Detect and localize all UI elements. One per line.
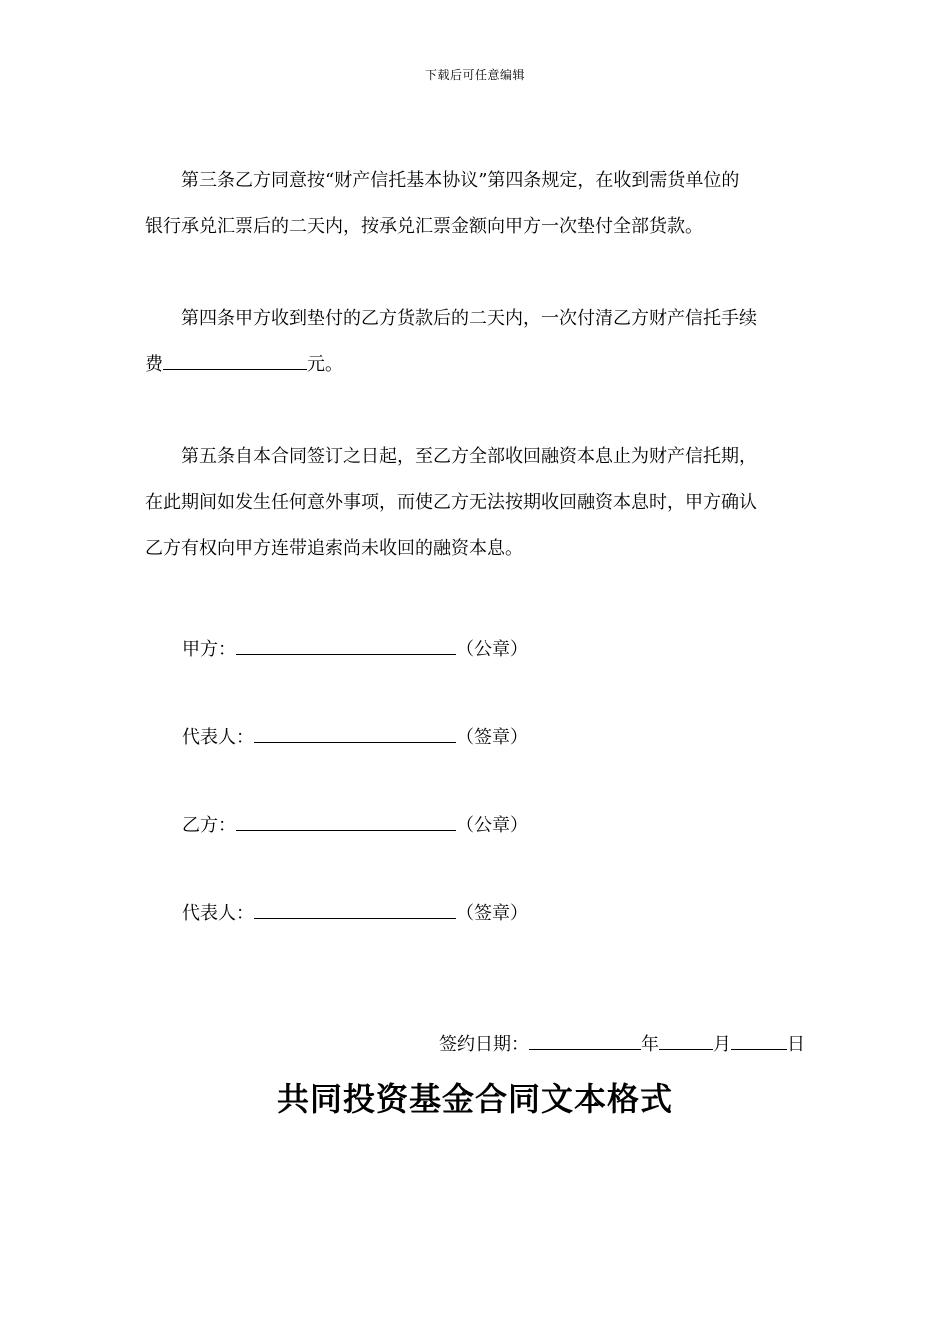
clause-3-line-2: 银行承兑汇票后的二天内，按承兑汇票金额向甲方一次垫付全部货款。 — [145, 216, 703, 237]
clause-3 — [145, 158, 805, 250]
clause-3-line-1: 第三条乙方同意按“财产信托基本协议”第四条规定，在收到需货单位的 — [181, 170, 740, 191]
clause-4-fee-line — [145, 342, 805, 388]
signature-party-b — [182, 808, 528, 837]
party-b-seal-note: （公章） — [456, 815, 528, 836]
clause-5-line-2: 在此期间如发生任何意外事项，而使乙方无法按期收回融资本息时，甲方确认 — [145, 492, 757, 513]
date-year-unit: 年 — [641, 1034, 659, 1055]
document-title: 共同投资基金合同文本格式 — [276, 1080, 673, 1118]
signature-representative-b — [182, 896, 528, 925]
signature-representative-a — [182, 720, 528, 749]
party-a-blank[interactable] — [236, 632, 456, 655]
date-day-unit: 日 — [787, 1034, 805, 1055]
fee-amount-blank[interactable] — [163, 347, 307, 370]
rep-b-seal-note: （签章） — [456, 903, 528, 924]
signing-date — [439, 1027, 805, 1056]
party-a-seal-note: （公章） — [456, 639, 528, 660]
party-b-label: 乙方： — [182, 815, 236, 836]
date-month-unit: 月 — [713, 1034, 731, 1055]
fee-suffix: 元。 — [307, 354, 343, 375]
rep-a-label: 代表人： — [182, 727, 254, 748]
rep-b-label: 代表人： — [182, 903, 254, 924]
date-label: 签约日期： — [439, 1034, 529, 1055]
date-year-blank[interactable] — [529, 1027, 641, 1050]
clause-5-line-3: 乙方有权向甲方连带追索尚未收回的融资本息。 — [145, 538, 523, 559]
clause-5 — [145, 434, 805, 572]
fee-prefix: 费 — [145, 354, 163, 375]
page-header-note: 下载后可任意编辑 — [424, 68, 525, 82]
party-a-label: 甲方： — [182, 639, 236, 660]
rep-a-seal-note: （签章） — [456, 727, 528, 748]
date-month-blank[interactable] — [659, 1027, 713, 1050]
clause-4-line-1: 第四条甲方收到垫付的乙方货款后的二天内，一次付清乙方财产信托手续 — [181, 308, 757, 329]
signature-party-a — [182, 632, 528, 661]
date-day-blank[interactable] — [731, 1027, 787, 1050]
party-b-blank[interactable] — [236, 808, 456, 831]
rep-a-blank[interactable] — [254, 720, 456, 743]
clause-5-line-1: 第五条自本合同签订之日起，至乙方全部收回融资本息止为财产信托期， — [181, 446, 757, 467]
rep-b-blank[interactable] — [254, 896, 456, 919]
clause-4 — [145, 296, 805, 388]
